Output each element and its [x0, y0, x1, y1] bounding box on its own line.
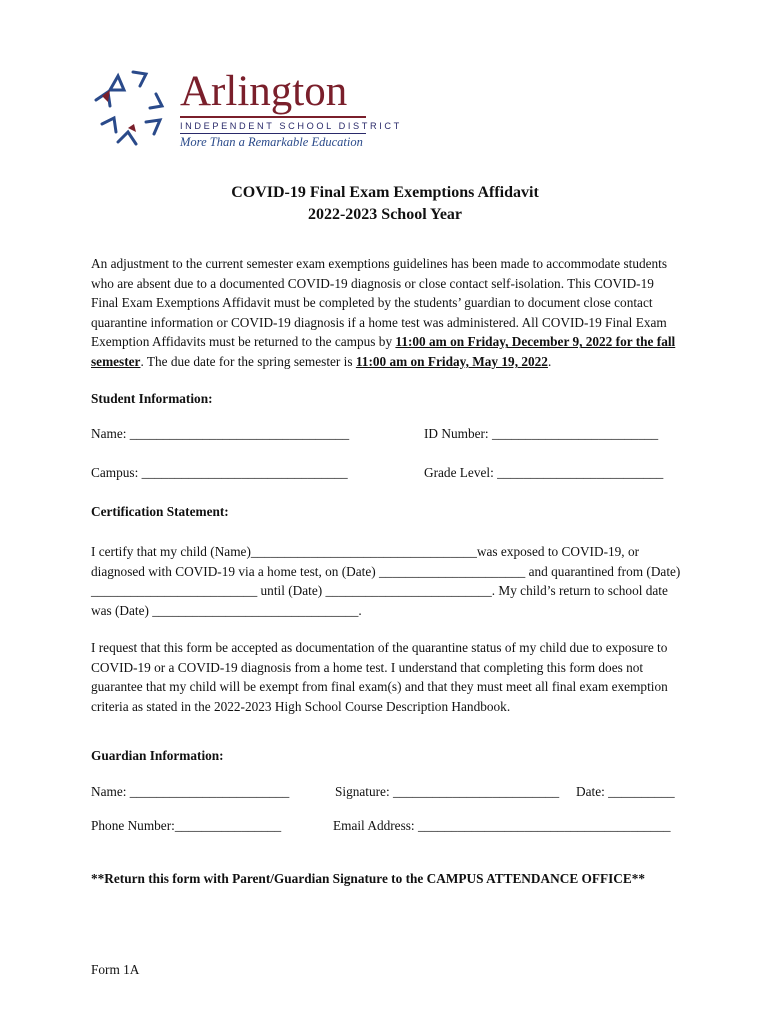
campus-field[interactable]: Campus: _______________________________	[91, 465, 348, 480]
logo-tagline: More Than a Remarkable Education	[180, 135, 363, 149]
district-logo	[88, 62, 402, 157]
intro-paragraph	[91, 254, 676, 372]
form-number: Form 1A	[91, 962, 140, 977]
logo-divider	[180, 116, 366, 118]
guardian-info-heading: Guardian Information:	[91, 748, 224, 763]
document-subtitle: 2022-2023 School Year	[307, 206, 463, 223]
intro-text: . The due date for the spring semester is	[140, 353, 356, 369]
star-emblem-icon	[88, 62, 172, 157]
spring-deadline: 11:00 am on Friday, May 19, 2022	[355, 353, 548, 369]
phone-number-field[interactable]: Phone Number:________________	[91, 818, 282, 833]
guardian-signature-field[interactable]: Signature: _________________________	[335, 784, 560, 799]
guardian-name-field[interactable]: Name: ________________________	[91, 784, 290, 799]
certification-heading: Certification Statement:	[91, 504, 229, 519]
document-title: COVID-19 Final Exam Exemptions Affidavit	[231, 184, 539, 201]
logo-divider	[180, 133, 366, 134]
student-info-heading: Student Information:	[91, 391, 213, 406]
logo-district: INDEPENDENT SCHOOL DISTRICT	[180, 121, 402, 131]
student-id-field[interactable]: ID Number: _________________________	[424, 426, 659, 441]
request-statement: I request that this form be accepted as documentation of the quarantine status of my child due to exposure to COVID-19 or a COVID-19 diagnosis from a home test. I understand that completing this form does not guarantee that my child will be exempt from final exam(s) and that they must meet all final exam exemption criteria as stated in the 2022-2023 High School Course Description Handbook.	[91, 640, 668, 714]
intro-text: .	[547, 353, 552, 369]
certification-statement: I certify that my child (Name)__________________________________was exposed to COVID-19, or diagnosed with COVID-19 via a home test, on (Date) ______________________ and quarantined from (Date) _________________________ until (Date) _________________________. My child’s return to school date was (Date) _______________________________.	[91, 544, 681, 618]
logo-name: Arlington	[180, 68, 348, 115]
intro-text: An adjustment to the current semester exam exemptions guidelines has been made to accommodate students who are absent due to a documented COVID-19 diagnosis or close contact self-isolation. This COVID-19 Final Exam Exemptions Affidavit must be completed by the students’ guardian to document close contact quarantine information or COVID-19 diagnosis if a home test was administered. All COVID-19 Final Exam Exemption Affidavits must be returned to the campus by	[91, 256, 668, 350]
email-address-field[interactable]: Email Address: ______________________________________	[333, 818, 671, 833]
fall-deadline: 11:00 am on Friday, December 9, 2022 for the fall semester	[91, 334, 676, 369]
student-name-field[interactable]: Name: _________________________________	[91, 426, 350, 441]
guardian-date-field[interactable]: Date: __________	[576, 784, 675, 799]
grade-level-field[interactable]: Grade Level: _________________________	[424, 465, 664, 480]
return-instruction: **Return this form with Parent/Guardian Signature to the CAMPUS ATTENDANCE OFFICE**	[91, 871, 646, 886]
